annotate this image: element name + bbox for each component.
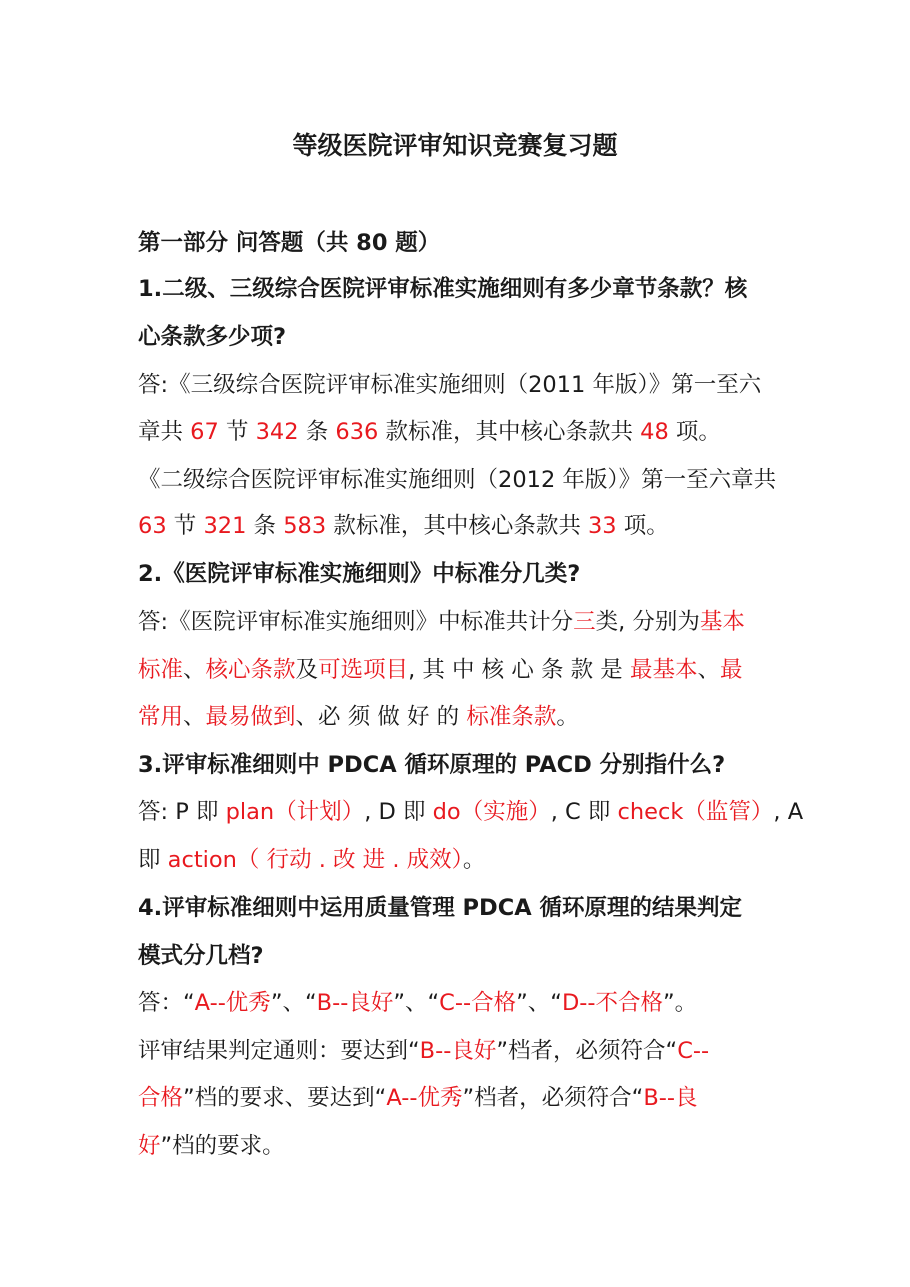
articles-count: 342 <box>255 419 299 445</box>
clauses-count-2: 583 <box>283 513 327 539</box>
core-clauses-count-2: 33 <box>587 513 617 539</box>
sections-count-2: 63 <box>138 513 167 539</box>
question-4-line-2: 模式分几档? <box>138 943 264 969</box>
answer-1-line-1: 答:《三级综合医院评审标准实施细则（2011 年版）》第一至六 <box>138 372 762 398</box>
question-2: 2.《医院评审标准实施细则》中标准分几类? <box>138 561 581 587</box>
answer-3-line-1: 答: P 即 plan（计划）, D 即 do（实施）, C 即 check（监管）, A <box>138 799 804 825</box>
chapter-sections-count: 67 <box>190 419 219 445</box>
question-1-line-1: 1.二级、三级综合医院评审标准实施细则有多少章节条款？核 <box>138 276 748 302</box>
section-heading: 第一部分 问答题（共 80 题） <box>138 230 441 256</box>
question-3: 3.评审标准细则中 PDCA 循环原理的 PACD 分别指什么? <box>138 752 726 778</box>
core-clauses-count: 48 <box>640 419 669 445</box>
answer-4-line-4: 好”档的要求。 <box>138 1133 285 1159</box>
document-title: 等级医院评审知识竞赛复习题 <box>292 131 618 160</box>
question-1-line-2: 心条款多少项? <box>138 324 287 350</box>
answer-2-line-1: 答:《医院评审标准实施细则》中标准共计分三类, 分别为基本 <box>138 609 745 635</box>
answer-1-line-3: 《二级综合医院评审标准实施细则（2012 年版）》第一至六章共 <box>138 467 777 493</box>
answer-2-line-2: 标准、核心条款及可选项目, 其 中 核 心 条 款 是 最基本、最 <box>138 657 743 683</box>
answer-1-line-2: 章共 67 节 342 条 636 款标准，其中核心条款共 48 项。 <box>138 419 721 445</box>
articles-count-2: 321 <box>203 513 247 539</box>
answer-2-line-3: 常用、最易做到、必 须 做 好 的 标准条款。 <box>138 704 579 730</box>
answer-4-line-1: 答：“A--优秀”、“B--良好”、“C--合格”、“D--不合格”。 <box>138 990 698 1016</box>
answer-4-line-2: 评审结果判定通则：要达到“B--良好”档者，必须符合“C-- <box>138 1038 710 1064</box>
question-4-line-1: 4.评审标准细则中运用质量管理 PDCA 循环原理的结果判定 <box>138 895 742 921</box>
answer-4-line-3: 合格”档的要求、要达到“A--优秀”档者，必须符合“B--良 <box>138 1085 698 1111</box>
clauses-count: 636 <box>335 419 379 445</box>
answer-3-line-2: 即 action（ 行动 . 改 进 . 成效）。 <box>138 847 486 873</box>
answer-1-line-4: 63 节 321 条 583 款标准，其中核心条款共 33 项。 <box>138 513 669 539</box>
